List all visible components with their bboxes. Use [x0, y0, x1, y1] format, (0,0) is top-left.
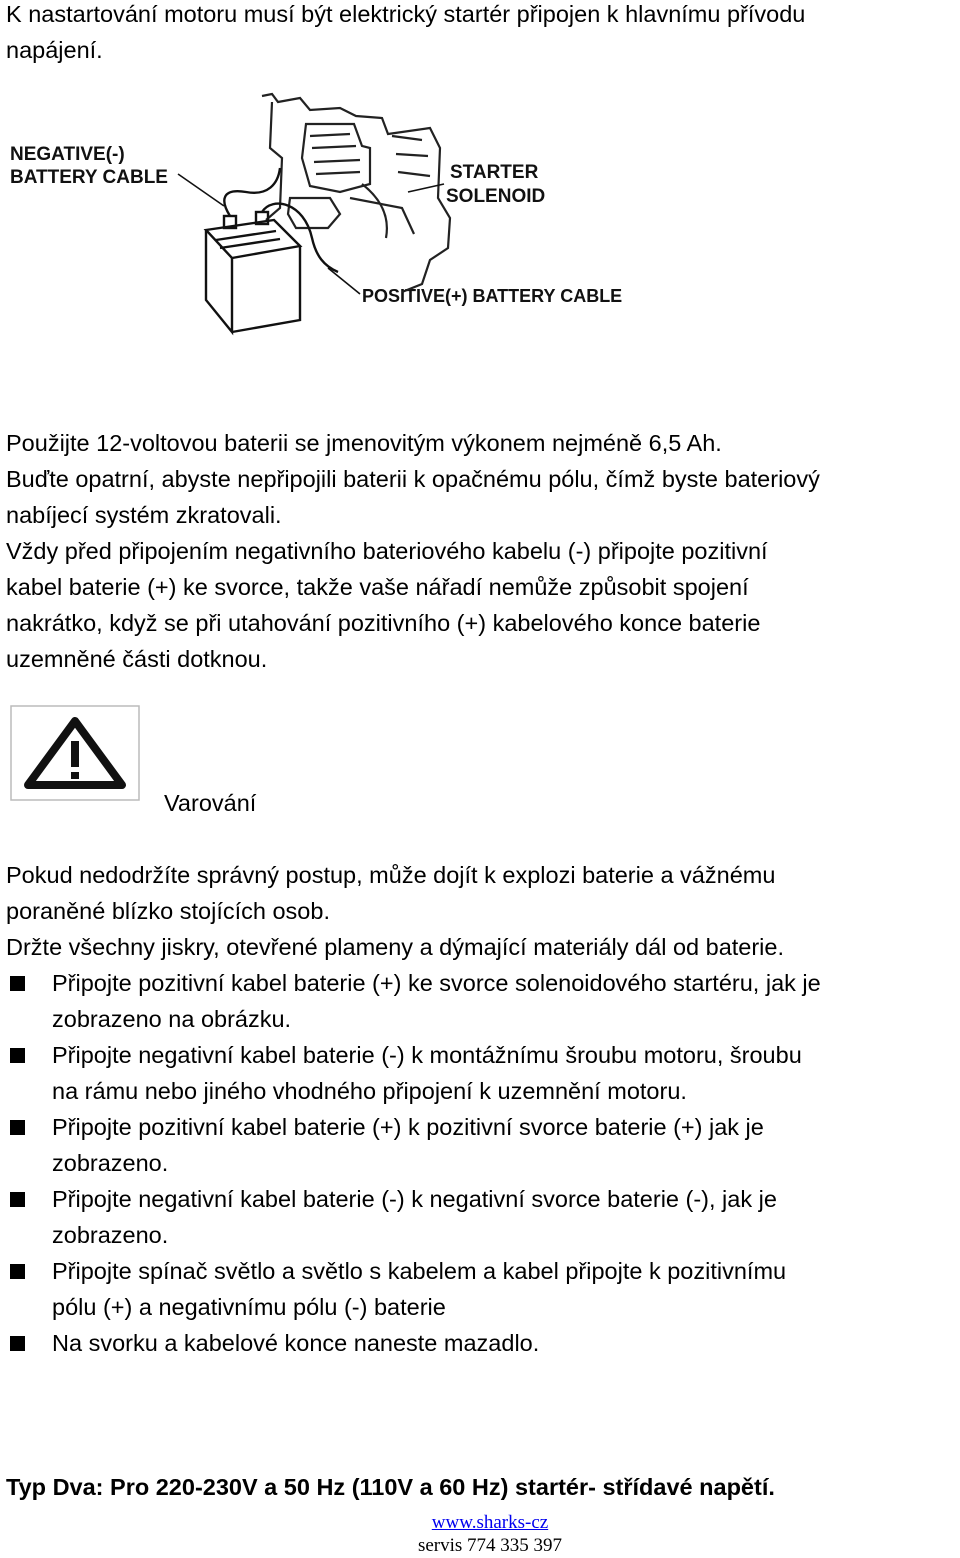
bullet-square-icon [10, 1264, 25, 1279]
bullet-line: zobrazeno na obrázku. [52, 1006, 292, 1032]
label-positive-cable: POSITIVE(+) BATTERY CABLE [362, 286, 623, 306]
footer-service: servis 774 335 397 [417, 1535, 563, 1556]
warning-label: Varování [164, 790, 257, 816]
warning-triangle-icon [10, 705, 140, 801]
warning-line: poraněné blízko stojících osob. [6, 898, 330, 924]
starter-wiring-figure [10, 88, 660, 350]
bullet-square-icon [10, 1336, 25, 1351]
label-starter-line1: STARTER [450, 162, 539, 183]
warning-line: Pokud nedodržíte správný postup, může dojít k explozi baterie a vážnému [6, 862, 776, 888]
paragraph-line: kabel baterie (+) ke svorce, takže vaše nářadí nemůže způsobit spojení [6, 574, 749, 600]
bullet-line: pólu (+) a negativnímu pólu (-) baterie [52, 1294, 446, 1320]
bullet-line: Připojte pozitivní kabel baterie (+) ke svorce solenoidového startéru, jak je [52, 970, 821, 996]
bullet-square-icon [10, 976, 25, 991]
bullet-square-icon [10, 1192, 25, 1207]
intro-line-1: K nastartování motoru musí být elektrický startér připojen k hlavnímu přívodu [6, 1, 806, 27]
paragraph-line: nabíjecí systém zkratovali. [6, 502, 282, 528]
intro-line-2: napájení. [6, 37, 103, 63]
bullet-line: Připojte pozitivní kabel baterie (+) k pozitivní svorce baterie (+) jak je [52, 1114, 764, 1140]
bullet-line: zobrazeno. [52, 1222, 169, 1248]
footer-link-row [0, 1511, 960, 1535]
paragraph-line: uzemněné části dotknou. [6, 646, 268, 672]
bullet-line: na rámu nebo jiného vhodného připojení k uzemnění motoru. [52, 1078, 687, 1104]
bullet-line: zobrazeno. [52, 1150, 169, 1176]
label-negative-line2: BATTERY CABLE [10, 167, 168, 188]
bullet-line: Připojte negativní kabel baterie (-) k montážnímu šroubu motoru, šroubu [52, 1042, 802, 1068]
engine-sketch [262, 94, 450, 292]
label-starter-line2: SOLENOID [446, 186, 546, 207]
battery-sketch [206, 168, 338, 332]
bullet-line: Připojte negativní kabel baterie (-) k negativní svorce baterie (-), jak je [52, 1186, 777, 1212]
warning-line: Držte všechny jiskry, otevřené plameny a dýmající materiály dál od baterie. [6, 934, 785, 960]
label-negative-line1: NEGATIVE(-) [10, 144, 125, 165]
section-heading: Typ Dva: Pro 220-230V a 50 Hz (110V a 60 Hz) startér- střídavé napětí. [6, 1474, 775, 1500]
bullet-line: Na svorku a kabelové konce naneste mazadlo. [52, 1330, 540, 1356]
paragraph-line: Použijte 12-voltovou baterii se jmenovitým výkonem nejméně 6,5 Ah. [6, 430, 722, 456]
bullet-square-icon [10, 1048, 25, 1063]
bullet-square-icon [10, 1120, 25, 1135]
paragraph-line: Buďte opatrní, abyste nepřipojili baterii k opačnému pólu, čímž byste bateriový [6, 466, 820, 492]
website-link[interactable]: www.sharks-cz [431, 1512, 549, 1533]
paragraph-line: Vždy před připojením negativního bateriového kabelu (-) připojte pozitivní [6, 538, 768, 564]
bullet-line: Připojte spínač světlo a světlo s kabelem a kabel připojte k pozitivnímu [52, 1258, 787, 1284]
paragraph-line: nakrátko, když se při utahování pozitivního (+) kabelového konce baterie [6, 610, 761, 636]
